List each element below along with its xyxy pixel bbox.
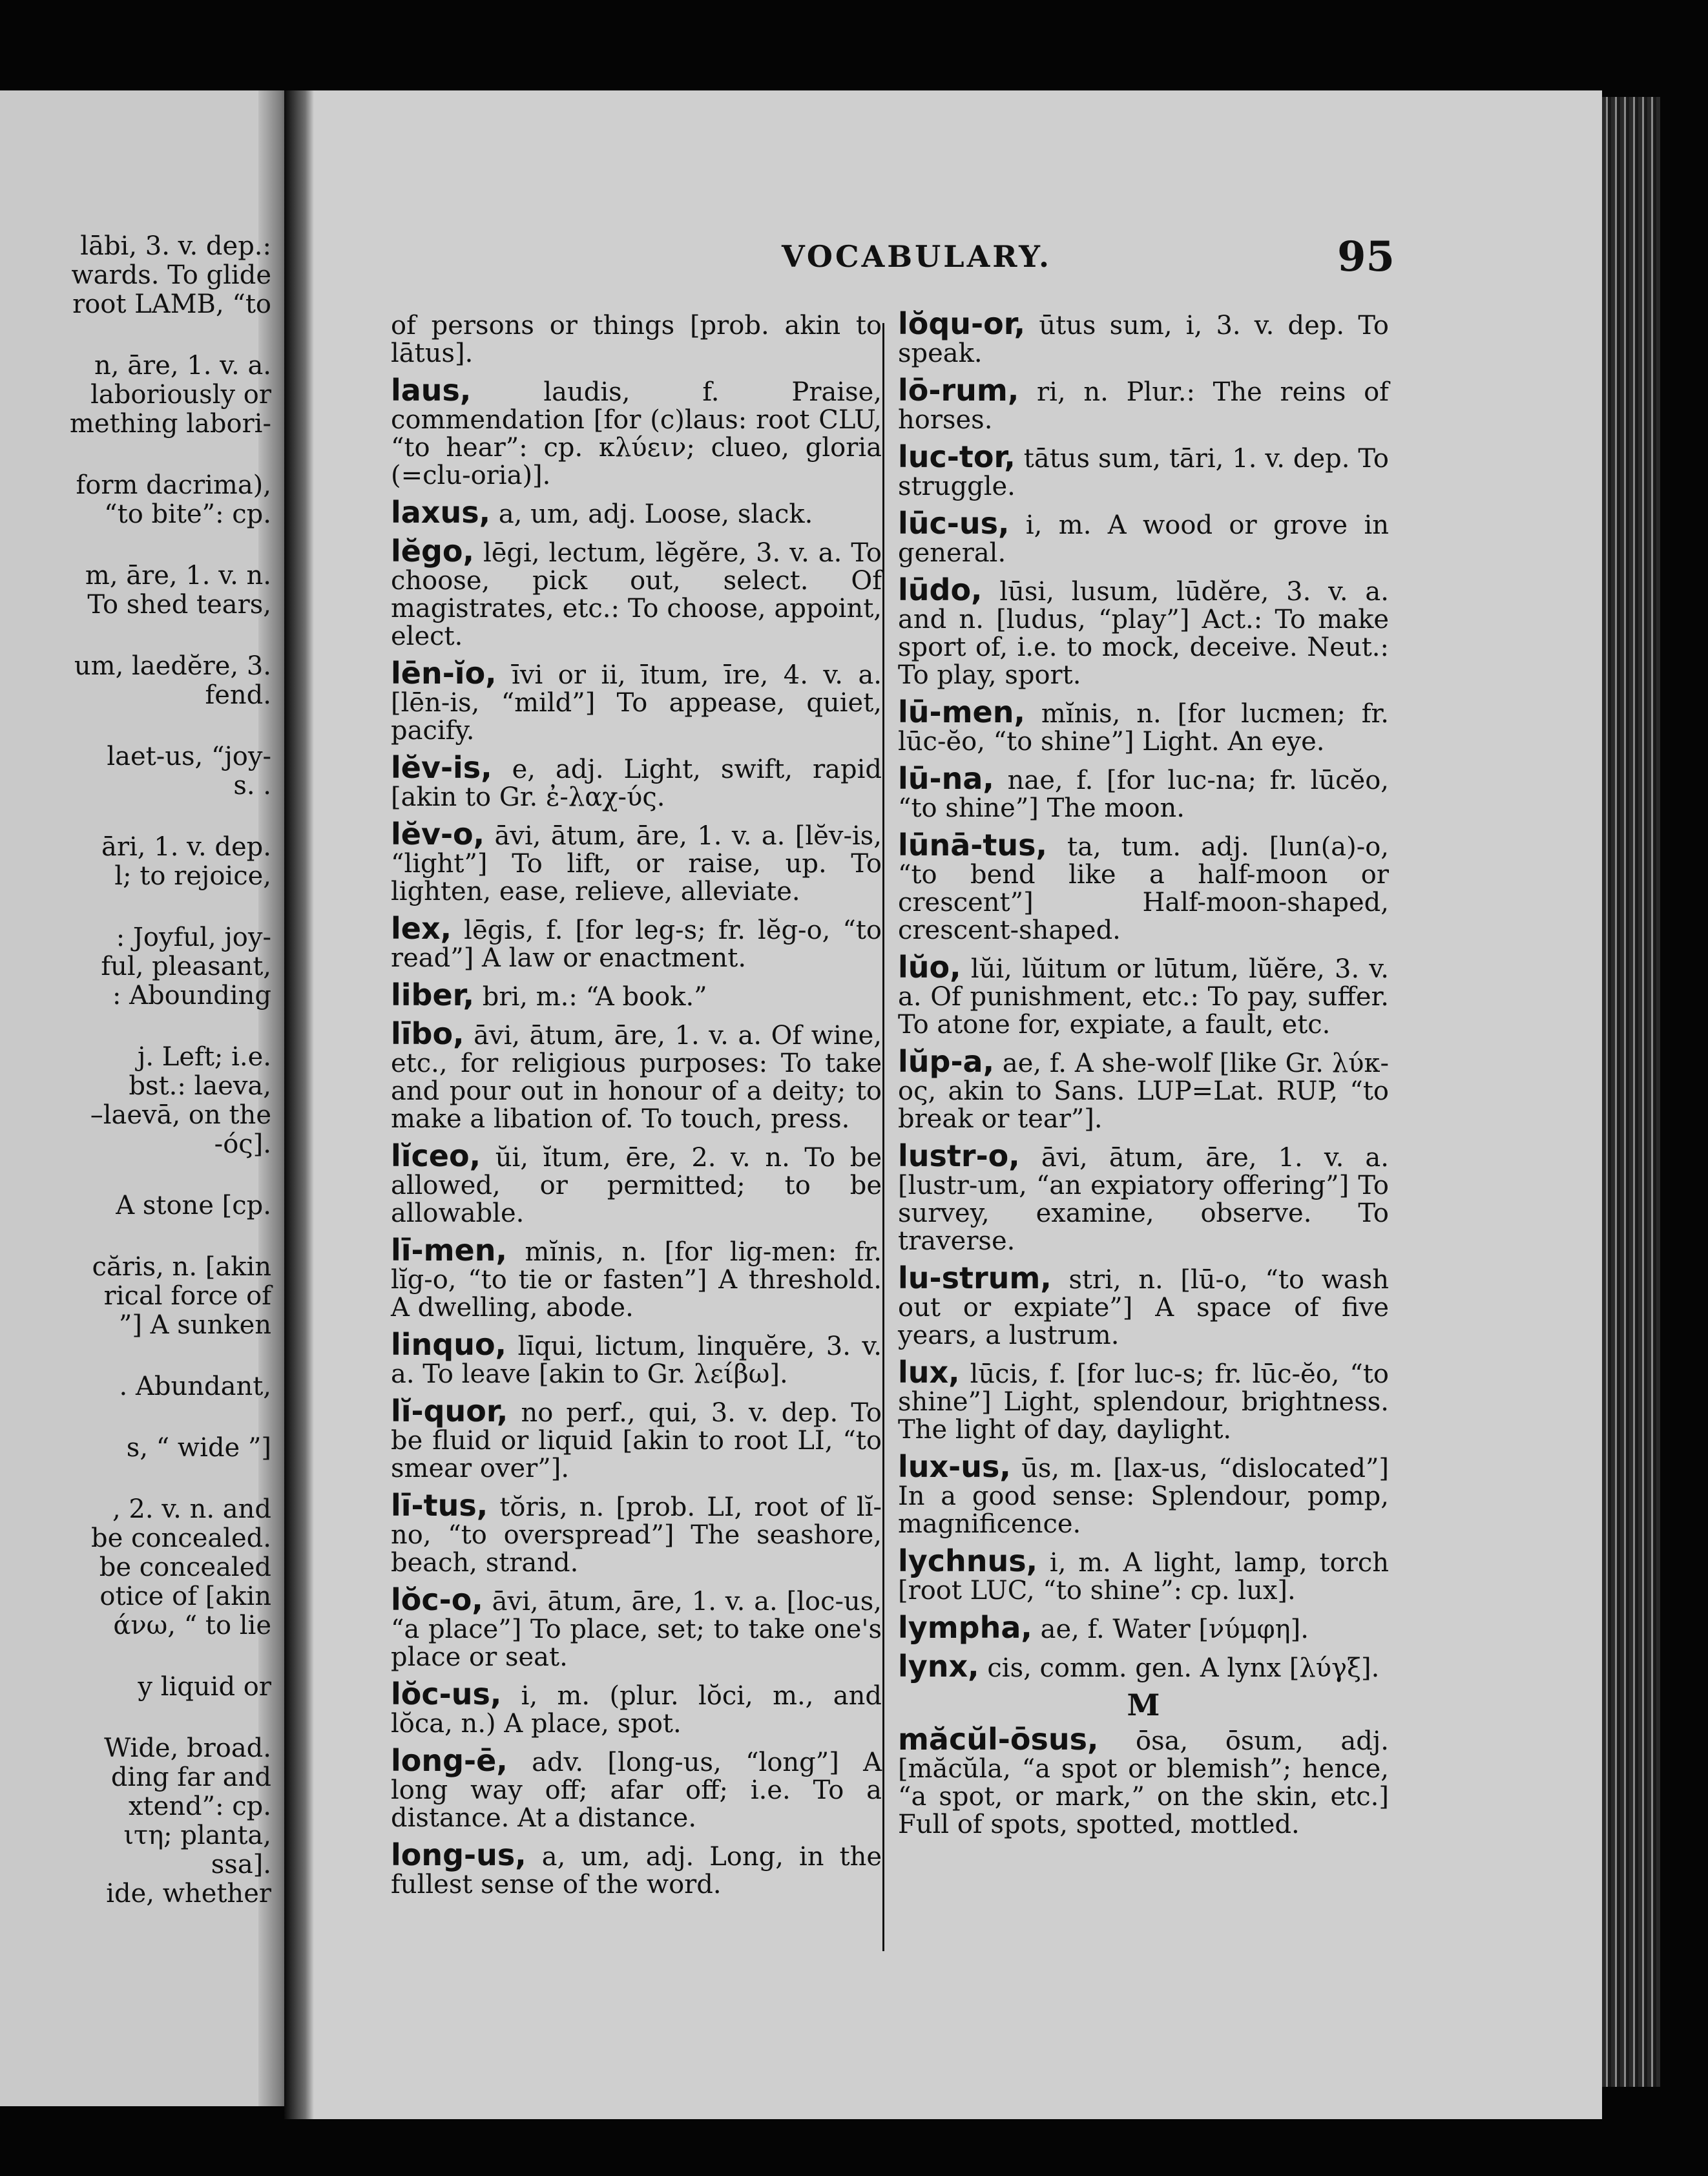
left-page-line: n, āre, 1. v. a. — [94, 351, 271, 381]
entry-headword: lō-rum, — [898, 373, 1019, 408]
dictionary-entry — [391, 495, 882, 530]
left-page-line: m, āre, 1. v. n. — [85, 561, 271, 591]
entry-headword: lux, — [898, 1355, 960, 1390]
left-page-line: bst.: laeva, — [129, 1071, 271, 1101]
entry-headword: lūc-us, — [898, 506, 1010, 541]
line-gap — [0, 1160, 271, 1192]
line-gap — [0, 1641, 271, 1673]
dictionary-entry — [391, 656, 882, 746]
dictionary-entry — [898, 950, 1389, 1040]
dictionary-entry — [391, 373, 882, 490]
left-page-line: s. . — [233, 771, 271, 800]
entry-headword: lŭo, — [898, 950, 961, 985]
entry-definition: lēgi, lectum, lĕgĕre, 3. v. a. To choose, pick out, select. Of magistrates, etc.: To choose, appoint, elect. — [391, 538, 882, 651]
dictionary-entry — [391, 1016, 882, 1134]
dictionary-entry — [898, 1649, 1389, 1684]
line-gap — [0, 439, 271, 472]
entry-definition: adv. [long-us, “long”] A long way off; afar off; i.e. To a distance. At a distance. — [391, 1748, 882, 1833]
entry-definition: a, um, adj. Long, in the fullest sense of the word. — [391, 1842, 882, 1899]
entry-definition: īvi or ii, ītum, īre, 4. v. a. [lēn-is, “mild”] To appease, quiet, pacify. — [391, 660, 882, 746]
dictionary-entry — [391, 1327, 882, 1389]
page-number: 95 — [1337, 233, 1395, 281]
entry-headword: lŏqu-or, — [898, 306, 1026, 341]
dictionary-entry — [391, 1394, 882, 1483]
entry-definition: lŭi, lŭitum or lūtum, lŭĕre, 3. v. a. Of punishment, etc.: To pay, suffer. To atone for, expiate, a fault, etc. — [898, 954, 1389, 1040]
entry-headword: lex, — [391, 911, 452, 946]
entry-definition: mĭnis, n. [for lig-men: fr. lĭg-o, “to tie or fasten”] A threshold. A dwelling, abode. — [391, 1237, 882, 1323]
line-gap — [0, 320, 271, 352]
entry-headword: lĭ-quor, — [391, 1394, 508, 1428]
entry-definition: nae, f. [for luc-na; fr. lūcĕo, “to shine”] The moon. — [898, 766, 1389, 823]
left-page-line: άνω, “ to lie — [113, 1611, 271, 1640]
line-gap — [0, 711, 271, 743]
entry-definition: ta, tum. adj. [lun(a)-o, “to bend like a half-moon or crescent”] Half-moon-shaped, crescent-shaped. — [898, 832, 1390, 945]
entry-headword: lŭp-a, — [898, 1044, 995, 1079]
left-page-line: xtend”: cp. — [128, 1792, 271, 1821]
entry-definition: i, m. A light, lamp, torch [root LUC, “to shine”: cp. lux]. — [898, 1548, 1389, 1606]
entry-headword: lī-men, — [391, 1233, 507, 1268]
entry-headword: lī-tus, — [391, 1488, 488, 1523]
entry-headword: laus, — [391, 373, 472, 408]
left-page-line: A stone [cp. — [116, 1191, 271, 1220]
dictionary-entry — [898, 1355, 1390, 1445]
entry-definition: āvi, ātum, āre, 1. v. a. Of wine, etc., for religious purposes: To take and pour out in honour of a deity; to make a libation of. To touch, press. — [391, 1021, 882, 1134]
book-page-edges — [1602, 97, 1660, 2087]
entry-headword: liber, — [391, 978, 475, 1012]
dictionary-entry — [898, 439, 1390, 501]
left-page-line: –laevā, on the — [90, 1100, 271, 1130]
dictionary-entry — [391, 911, 882, 973]
dictionary-entry — [391, 534, 882, 651]
column-divider — [882, 323, 884, 1951]
entry-headword: lĕv-is, — [391, 750, 492, 785]
entry-headword: long-us, — [391, 1837, 526, 1872]
entry-headword: lympha, — [898, 1610, 1032, 1645]
entry-headword: lūdo, — [898, 572, 983, 607]
entry-definition: ūs, m. [lax-us, “dislocated”] In a good sense: Splendour, pomp, magnificence. — [898, 1454, 1389, 1539]
left-page-line: “to bite”: cp. — [104, 499, 271, 529]
line-gap — [0, 892, 271, 924]
entry-headword: lū-men, — [898, 695, 1025, 729]
entry-headword: lĕgo, — [391, 534, 474, 569]
page-header: VOCABULARY. — [782, 239, 1052, 274]
left-page-line: căris, n. [akin — [92, 1252, 271, 1282]
left-page-line: otice of [akin — [99, 1582, 271, 1611]
left-page-line: root LAMB, “to — [72, 289, 271, 319]
entry-definition: āvi, ātum, āre, 1. v. a. [lĕv-is, “light”] To lift, or raise, up. To lighten, ease, relieve, alleviate. — [391, 821, 882, 906]
dictionary-entry — [898, 1610, 1389, 1645]
dictionary-entry — [898, 1261, 1389, 1350]
entry-headword: lēn-ĭo, — [391, 656, 497, 691]
dictionary-entry — [898, 1543, 1389, 1606]
dictionary-entry — [391, 1488, 882, 1578]
dictionary-entry — [391, 1138, 882, 1228]
left-page-line: fend. — [205, 680, 271, 710]
entry-definition: tātus sum, tāri, 1. v. dep. To struggle. — [898, 444, 1390, 501]
entry-headword: lux-us, — [898, 1449, 1011, 1484]
dictionary-entry — [898, 1044, 1390, 1134]
left-page-line: laet-us, “joy- — [107, 742, 271, 771]
left-page-line: : Abounding — [112, 981, 271, 1010]
dictionary-entry — [391, 817, 882, 906]
entry-definition: ūtus sum, i, 3. v. dep. To speak. — [898, 311, 1389, 368]
dictionary-entry — [898, 306, 1389, 368]
dictionary-entry — [391, 1677, 882, 1739]
entry-definition: ŭi, ĭtum, ēre, 2. v. n. To be allowed, or permitted; to be allowable. — [391, 1143, 882, 1228]
left-page-line: ”] A sunken — [118, 1310, 271, 1340]
entry-definition: lūcis, f. [for luc-s; fr. lūc-ĕo, “to shine”] Light, splendour, brightness. The light of day, daylight. — [898, 1359, 1390, 1445]
left-page-line: j. Left; i.e. — [137, 1042, 271, 1072]
left-page-line: y liquid or — [138, 1672, 271, 1702]
dictionary-entry — [391, 1582, 882, 1672]
dictionary-entry — [898, 373, 1389, 435]
entry-definition: mĭnis, n. [for lucmen; fr. lūc-ĕo, “to shine”] Light. An eye. — [898, 699, 1389, 757]
line-gap — [0, 801, 271, 833]
entry-definition: no perf., qui, 3. v. dep. To be fluid or liquid [akin to root LI, “to smear over”]. — [391, 1398, 882, 1483]
entry-headword: lŏc-o, — [391, 1582, 483, 1617]
line-gap — [0, 1011, 271, 1043]
left-page-line: be concealed — [99, 1553, 271, 1582]
left-page-line: : Joyful, joy- — [116, 923, 271, 952]
section-letter: M — [1127, 1688, 1160, 1722]
entry-headword: lū-na, — [898, 761, 994, 796]
entry-headword: long-ē, — [391, 1743, 508, 1778]
dictionary-entry — [391, 1233, 882, 1323]
left-page-line: mething labori- — [69, 409, 271, 439]
line-gap — [0, 1221, 271, 1253]
dictionary-entry — [898, 572, 1389, 690]
entry-headword: lŏc-us, — [391, 1677, 502, 1711]
entry-definition: ōsa, ōsum, adj. [măcŭla, “a spot or blemish”; hence, “a spot, or mark,” on the skin, etc.] Full of spots, spotted, mottled. — [898, 1726, 1390, 1839]
dictionary-entry — [898, 695, 1389, 757]
line-gap — [0, 620, 271, 653]
left-page-line: . Abundant, — [119, 1372, 271, 1401]
entry-headword: lĭceo, — [391, 1138, 481, 1173]
left-page-line: rical force of — [103, 1281, 271, 1311]
dictionary-entry — [391, 1743, 882, 1833]
left-page-line: ιτη; planta, — [123, 1821, 271, 1850]
dictionary-entry — [391, 310, 882, 368]
left-page-line: āri, 1. v. dep. — [101, 832, 271, 862]
entry-definition: a, um, adj. Loose, slack. — [498, 499, 813, 529]
left-page-line: l; to rejoice, — [114, 861, 271, 891]
left-page-line: , 2. v. n. and — [112, 1494, 271, 1524]
left-page-line: ding far and — [110, 1763, 271, 1792]
entry-headword: luc-tor, — [898, 439, 1015, 474]
dictionary-entry — [391, 750, 882, 812]
line-gap — [0, 1702, 271, 1735]
entry-definition: laudis, f. Praise, commendation [for (c)laus: root CLU, “to hear”: cp. κλύειν; clueo, gloria (=clu-oria)]. — [391, 377, 882, 490]
left-page-line: wards. To glide — [71, 260, 271, 290]
left-page-line: laboriously or — [90, 380, 271, 410]
dictionary-entry — [898, 1722, 1390, 1839]
dictionary-entry — [898, 1138, 1389, 1256]
entry-headword: lynx, — [898, 1649, 979, 1684]
entry-definition: lēgis, f. [for leg-s; fr. lĕg-o, “to read”] A law or enactment. — [391, 915, 882, 973]
left-page-line: Wide, broad. — [104, 1733, 271, 1763]
vocabulary-column-1 — [391, 310, 882, 1908]
left-page-line: ssa]. — [211, 1850, 271, 1879]
entry-headword: lustr-o, — [898, 1138, 1020, 1173]
entry-definition: stri, n. [lū-o, “to wash out or expiate”] A space of five years, a lustrum. — [898, 1265, 1389, 1350]
entry-definition: ae, f. Water [νύμφη]. — [1040, 1615, 1309, 1644]
left-page-line: lābi, 3. v. dep.: — [80, 231, 271, 261]
entry-definition: of persons or things [prob. akin to lātus]. — [391, 311, 882, 368]
entry-headword: laxus, — [391, 495, 491, 530]
entry-headword: lu-strum, — [898, 1261, 1052, 1295]
entry-definition: āvi, ātum, āre, 1. v. a. [loc-us, “a place”] To place, set; to take one's place or seat. — [391, 1587, 882, 1672]
dictionary-entry — [898, 1449, 1389, 1539]
line-gap — [0, 1463, 271, 1496]
entry-definition: cis, comm. gen. A lynx [λύγξ]. — [987, 1653, 1380, 1683]
dictionary-entry — [898, 506, 1390, 568]
entry-headword: lychnus, — [898, 1543, 1038, 1578]
line-gap — [0, 1402, 271, 1434]
dictionary-entry — [898, 761, 1389, 823]
dictionary-entry — [898, 828, 1390, 945]
entry-definition: i, m. A wood or grove in general. — [898, 510, 1390, 568]
left-page-line: ide, whether — [106, 1879, 271, 1909]
line-gap — [0, 1341, 271, 1373]
entry-headword: lĕv-o, — [391, 817, 485, 852]
left-page-line: be concealed. — [91, 1523, 271, 1553]
line-gap — [0, 530, 271, 562]
entry-definition: āvi, ātum, āre, 1. v. a. [lustr-um, “an expiatory offering”] To survey, examine, observe. To traverse. — [898, 1143, 1389, 1256]
entry-definition: līqui, lictum, linquĕre, 3. v. a. To leave [akin to Gr. λείβω]. — [391, 1332, 882, 1389]
left-page-line: um, laedĕre, 3. — [74, 651, 271, 681]
left-page-line: form dacrima), — [76, 470, 271, 500]
entry-headword: linquo, — [391, 1327, 507, 1362]
left-page-text — [0, 233, 271, 1909]
vocabulary-column-2 — [898, 306, 1390, 1848]
left-page-line: ful, pleasant, — [101, 952, 271, 981]
left-page-line: -ός]. — [214, 1129, 271, 1159]
entry-definition: i, m. (plur. lŏci, m., and lŏca, n.) A place, spot. — [391, 1681, 882, 1739]
entry-headword: lūnā-tus, — [898, 828, 1047, 863]
left-page-line: s, “ wide ”] — [126, 1433, 271, 1463]
dictionary-entry — [391, 978, 882, 1012]
right-page-gutter-shadow — [284, 90, 314, 2119]
entry-definition: e, adj. Light, swift, rapid [akin to Gr. ἐ-λαχ-ύς. — [391, 755, 882, 812]
entry-definition: lūsi, lusum, lūdĕre, 3. v. a. and n. [ludus, “play”] Act.: To make sport of, i.e. to mock, deceive. Neut.: To play, sport. — [898, 577, 1389, 690]
entry-headword: măcŭl-ōsus, — [898, 1722, 1099, 1757]
left-page-line: To shed tears, — [87, 590, 271, 620]
entry-definition: tŏris, n. [prob. LI, root of lĭ-no, “to overspread”] The seashore, beach, strand. — [391, 1492, 882, 1578]
entry-definition: ri, n. Plur.: The reins of horses. — [898, 377, 1389, 435]
entry-definition: ae, f. A she-wolf [like Gr. λύκ-ος, akin to Sans. LUP=Lat. RUP, “to break or tear”]. — [898, 1049, 1390, 1134]
dictionary-entry — [391, 1837, 882, 1899]
entry-headword: lībo, — [391, 1016, 464, 1051]
entry-definition: bri, m.: “A book.” — [482, 982, 707, 1012]
